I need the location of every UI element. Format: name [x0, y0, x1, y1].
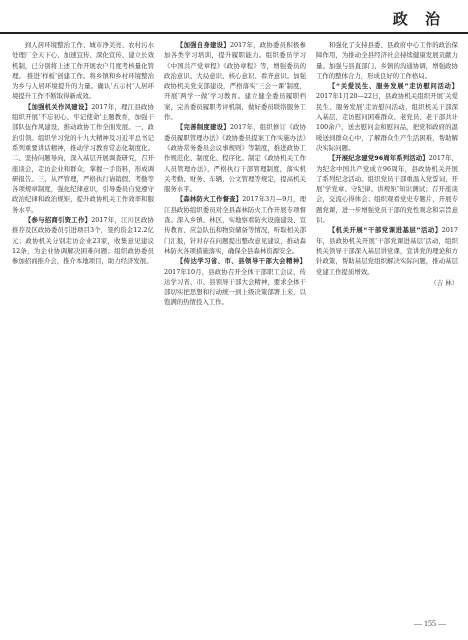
article-paragraph — [316, 81, 458, 153]
article-paragraph — [12, 102, 154, 215]
paragraph-text: 2017年，为纪念中国共产党成立96周年，县政协机关开展了系列纪念活动。组织党员干部重温入党誓词，开展‘学党章、守纪律、讲规矩’知识测试；召开座谈会，交流心得体会；组织观看党史专题片，开展专题党课，进一步增强党员干部的党性观念和宗旨意识。 — [316, 154, 458, 225]
article-paragraph — [316, 40, 458, 81]
section-heading: 【森林防火工作督查】 — [176, 195, 243, 204]
paragraph-text: 2017年10月，县政协召开全体干部职工会议，传达学习省、市、县领导干部大会精神，要求全体干部切实把思想和行动统一到上级决策部署上来，以饱满的热情投入工作。 — [164, 267, 306, 307]
author-byline: （吉 林） — [430, 278, 458, 287]
article-paragraph — [12, 215, 154, 266]
paragraph-text: 2017年，理江县政协组织开展‘不忘初心、牢记使命’主题教育，加强干部队伍作风建设，推动政协工作全面发展。一、政治引领。组织学习党的十九大精神及习近平总书记系列重要讲话精神，推动学习教育常态化制度化。二、坚持问题导向，深入基层开展调查研究，召开座谈会，走访企业和群众，掌握一手资料，形成调研报告。三、从严管理，严格执行请销假、考勤等各项规章制度，强化纪律意识，引导委员自觉遵守政治纪律和政治规矩，提升政协机关工作效率和服务水平。 — [12, 102, 154, 214]
header-rule — [0, 32, 468, 34]
article-paragraph — [164, 40, 306, 122]
article-paragraph — [164, 122, 306, 194]
column-1 — [12, 40, 154, 608]
section-heading: 【加强自身建设】 — [176, 41, 230, 49]
section-heading: 【参与招商引资工作】 — [24, 216, 92, 225]
paragraph-text: 2017年，江川区政协推荐及区政协委员引进项目3个，签约资金12.2亿元；政协机关分别走访企业23家，收集意见建议12条，为企业协调解决困难问题；组织政协委员参加招商推介会，推介本地项目，助力经济发展。 — [12, 216, 154, 266]
article-paragraph — [316, 225, 458, 276]
article-paragraph — [12, 40, 154, 102]
section-heading: 【完善制度建设】 — [176, 123, 230, 132]
section-title: 政 治 — [392, 10, 446, 28]
article-paragraph — [164, 194, 306, 256]
section-heading: 【传达学习省、市、县领导干部大会精神】 — [176, 257, 306, 266]
section-heading: 【“关爱民生、服务发展”走访慰问活动】 — [328, 82, 458, 91]
paragraph-text: 2017年1月20—22日，县政协机关组织开展‘关爱民生、服务发展’走访慰问活动，组织机关干部深入基层，走访慰问困难群众、老党员、老干部共计100余户，送去慰问金和慰问品，把党和政府的温暖送到群众心中，了解群众生产生活困难，帮助解决实际问题。 — [316, 92, 458, 152]
paragraph-text: 2017年，县政协机关开展‘干部党课进基层’活动，组织机关领导干部深入基层讲党课，宣讲党的理论和方针政策，帮助基层党组织解决实际问题，推动基层党建工作提质增效。 — [316, 226, 458, 276]
column-3 — [316, 40, 458, 608]
section-heading: 【开展纪念建党96周年系列活动】 — [328, 154, 429, 163]
section-heading: 【机关开展“干部党课进基层”活动】 — [328, 226, 442, 235]
article-columns — [12, 40, 458, 608]
page-header — [0, 0, 468, 36]
article-paragraph — [164, 256, 306, 307]
page-number: — 155 — — [414, 619, 446, 628]
paragraph-text: 和强化了支持县委、县政府中心工作的政治保障作用，为推动全县经济社会持续健康发展贡献力量。加强与县直部门、乡镇的沟通协调，增强政协工作的整体合力，形成良好的工作格局。 — [316, 41, 458, 80]
article-paragraph — [316, 153, 458, 225]
paragraph-text: 2017年，政协委员积极参加各类学习培训，提升履职能力。组织委员学习《中国共产党章程》《政协章程》等，增强委员的政治意识、大局意识、核心意识、看齐意识。加强政协机关党支部建设，严格落实‘三会一课’制度，开展‘两学一做’学习教育。建立健全委员履职档案，完善委员履职考评机制，做好委员联络服务工作。 — [164, 41, 306, 122]
paragraph-text: 2017年，组织修订《政协委员履职管理办法》《政协委员提案工作实施办法》《政协常务委员会议事规则》等制度，推进政协工作规范化、制度化、程序化。制定《政协机关工作人员管理办法》，严格执行干部管理制度，落实机关考勤、财务、车辆、公文管理等规定，提高机关服务水平。 — [164, 123, 306, 194]
paragraph-text: 2017年3月—9月，理江县政协组织委员对全县森林防火工作开展专项督查。深入乡镇、林区，实地察看防火设施建设、宣传教育、应急队伍和物资储备等情况，听取相关部门汇报，针对存在问题提出整改意见建议，推动森林防火各项措施落实，确保全县森林资源安全。 — [164, 195, 306, 255]
column-2 — [164, 40, 306, 608]
section-heading: 【加强机关作风建设】 — [24, 102, 92, 111]
paragraph-text: 到人居环境整治工作、城市净美亮、农村污水处理厂全天下心、加速宜传、深化宣传、建立长效机制，已分别将上述工作开展农户月度考核量化管理。 推进‘样板’创建工作。将乡镇和乡村环境整治为乡与人居环境提升的力量。确认‘五示村’人居环境提升工作不断取得新成效。 — [12, 41, 154, 101]
